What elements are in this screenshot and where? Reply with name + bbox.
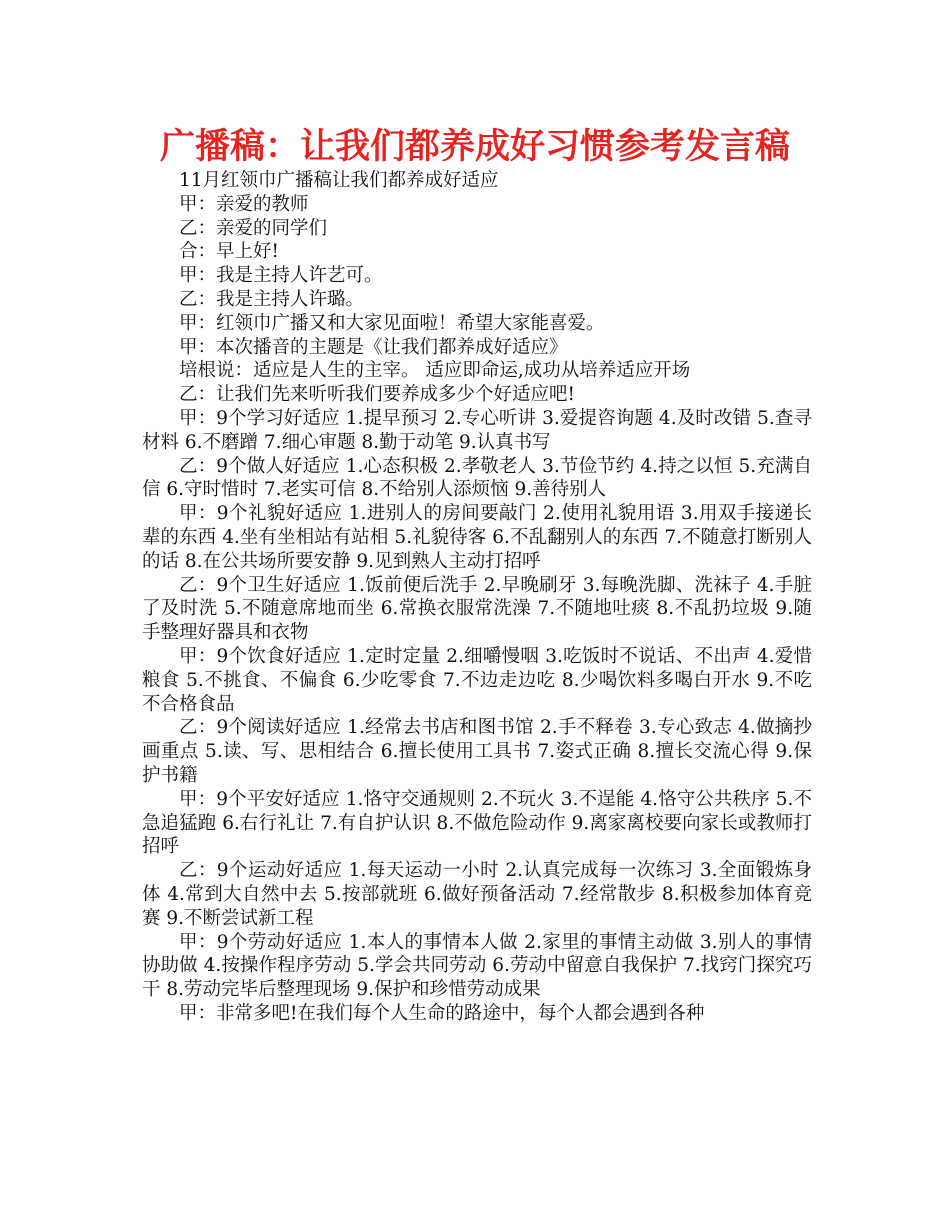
paragraph: 甲：本次播音的主题是《让我们都养成好适应》 xyxy=(179,336,568,358)
paragraph: 甲：9个礼貌好适应 1.进别人的房间要敲门 2.使用礼貌用语 3.用双手接递长辈的东西 4.坐有坐相站有站相 5.礼貌待客 6.不乱翻别人的东西 7.不随意打断别人的话 8.在公共场所要安静 9.见到熟人主动打招呼 xyxy=(142,503,812,572)
paragraph: 乙：9个卫生好适应 1.饭前便后洗手 2.早晚刷牙 3.每晚洗脚、洗袜子 4.手脏了及时洗 5.不随意席地而坐 6.常换衣服常洗澡 7.不随地吐痰 8.不乱扔垃圾 9.随手整理好器具和衣物 xyxy=(142,574,812,644)
paragraph: 乙：9个运动好适应 1.每天运动一小时 2.认真完成每一次练习 3.全面锻炼身体 4.常到大自然中去 5.按部就班 6.做好预备活动 7.经常散步 8.积极参加体育竞赛 9.不断尝试新工程 xyxy=(142,860,812,929)
paragraph: 11月红领巾广播稿让我们都养成好适应 xyxy=(179,170,499,191)
paragraph: 乙：我是主持人许璐。 xyxy=(179,288,365,310)
paragraph: 甲：9个劳动好适应 1.本人的事情本人做 2.家里的事情主动做 3.别人的事情协助做 4.按操作程序劳动 5.学会共同劳动 6.劳动中留意自我保护 7.找窍门探究巧干 8.劳动完毕后整理现场 9.保护和珍惜劳动成果 xyxy=(142,931,812,1001)
paragraph: 甲：亲爱的教师 xyxy=(179,193,309,215)
paragraph: 甲：9个饮食好适应 1.定时定量 2.细嚼慢咽 3.吃饭时不说话、不出声 4.爱惜粮食 5.不挑食、不偏食 6.少吃零食 7.不边走边吃 8.少喝饮料多喝白开水 9.不吃不合格食品 xyxy=(142,645,812,715)
document-title: 广播稿：让我们都养成好习惯参考发言稿 xyxy=(159,127,790,167)
paragraph: 乙：让我们先来听听我们要养成多少个好适应吧! xyxy=(179,384,575,406)
paragraph: 甲：红领巾广播又和大家见面啦！希望大家能喜爱。 xyxy=(179,312,605,334)
paragraph: 甲：非常多吧!在我们每个人生命的路途中，每个人都会遇到各种 xyxy=(179,1002,705,1024)
paragraph: 乙：9个阅读好适应 1.经常去书店和图书馆 2.手不释卷 3.专心致志 4.做摘抄画重点 5.读、写、思相结合 6.擅长使用工具书 7.姿式正确 8.擅长交流心得 9.保护书籍 xyxy=(142,717,812,786)
paragraph: 甲：9个平安好适应 1.恪守交通规则 2.不玩火 3.不逞能 4.恪守公共秩序 5.不急追猛跑 6.右行礼让 7.有自护认识 8.不做危险动作 9.离家离校要向家长或教师打招呼 xyxy=(142,788,812,858)
paragraph: 培根说：适应是人生的主宰。 适应即命运,成功从培养适应开场 xyxy=(179,360,691,382)
paragraph: 甲：9个学习好适应 1.提早预习 2.专心听讲 3.爱提咨询题 4.及时改错 5.查寻材料 6.不磨蹭 7.细心审题 8.勤于动笔 9.认真书写 xyxy=(142,407,812,453)
paragraph: 合：早上好! xyxy=(179,241,279,263)
document-body xyxy=(142,169,812,1026)
paragraph: 甲：我是主持人许艺可。 xyxy=(179,265,383,287)
paragraph: 乙：9个做人好适应 1.心态积极 2.孝敬老人 3.节俭节约 4.持之以恒 5.充满自信 6.守时惜时 7.老实可信 8.不给别人添烦恼 9.善待别人 xyxy=(142,455,812,501)
paragraph: 乙：亲爱的同学们 xyxy=(179,217,328,239)
